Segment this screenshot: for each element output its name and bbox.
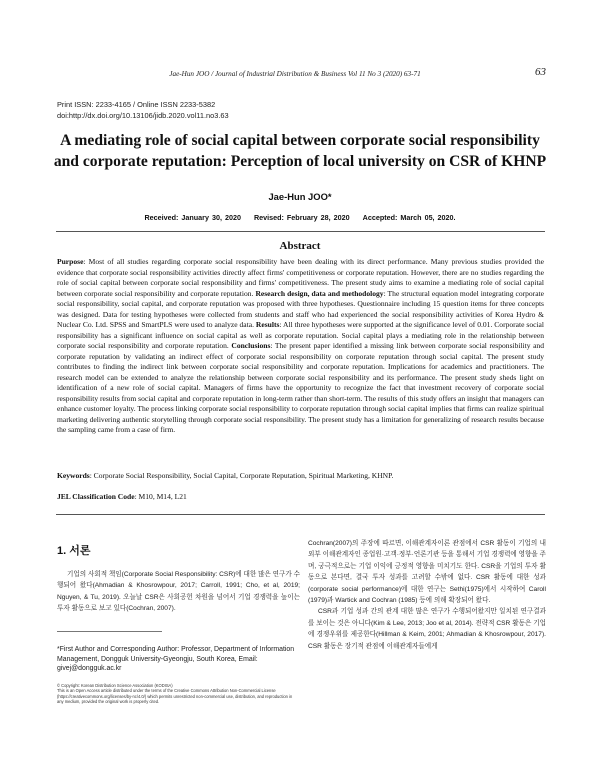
revised-date: Revised: February 28, 2020 — [253, 213, 350, 222]
abstract-design-text: : The structural equation model integrating corporate social responsibility, social capital, and corporate reputation was proposed with three hypotheses. Questionnaire including 15 question items for three concepts was designed. Data for testing hypotheses were collected from students and staff who had experienced the social responsibility activities of Korea Hydro & Nuclear Co. Ltd. SPSS and SmartPLS were used to analyze data. — [57, 288, 544, 329]
running-header: Jae-Hun JOO / Journal of Industrial Distribution & Business Vol 11 No 3 (2020) 63-71 — [169, 70, 421, 78]
keywords — [57, 471, 544, 482]
doi-line: doi:http://dx.doi.org/10.13106/jidb.2020.vol11.no3.63 — [57, 111, 229, 120]
abstract-purpose-label: Purpose — [57, 257, 84, 266]
license-text: This is an Open Access article distributed under the terms of the Creative Commons Attribution Non-Commercial License (https://creativecommons.org/licenses/by-nc/4.0/) which permits unrestricted non-commercial use, distribution, and reproduction in any medium, provided the original work is properly cited. — [57, 688, 293, 704]
footnote-divider — [57, 631, 162, 632]
abstract-design-label: Research design, data and methodology — [255, 288, 384, 298]
left-column — [57, 569, 300, 615]
abstract-purpose-text: : Most of all studies regarding corporate social responsibility have been dealing with its direct performance. Many previous studies provided the evidence that corporate social responsibility activities directly affect firms' competitiveness or corporate reputation. However, there are no studies regarding the role of social capital between corporate social responsibility and firms' competitiveness. The present study aims to examine a mediating role of social capital between corporate social responsibility and corporate reputation. — [57, 257, 544, 298]
abstract-conclusions-text: : The present paper identified a missing link between corporate social responsibility and corporate reputation by validating an indirect effect of corporate social responsibility on corporate reputation through social capital. The present study contributes to finding the indirect link between corporate social responsibility and corporate reputation. Implications for academics and practitioners. The research model can be extended to analyze the relationship between corporate social responsibility and its performance. The present study sheds light on identification of a new role of social capital. Managers of firms have the opportunity to recognize the fact that investment recovery of corporate social responsibility results from social capital and corporate reputation in long-term rather than short-term. The results of this study offers an insight that managers can enhance customer loyalty. The process linking corporate social responsibility to corporate reputation through social capital implies that firms can realize spiritual marketing delivering authentic storytelling through corporate social responsibility. The present study has a limitation for generalizing of research results because the sampling came from a case of firm. — [57, 341, 544, 434]
jel-text: : M10, M14, L21 — [134, 492, 187, 501]
issn-line: Print ISSN: 2233-4165 / Online ISSN 2233-5382 — [57, 100, 216, 109]
keywords-text: : Corporate Social Responsibility, Social Capital, Corporate Reputation, Spiritual Marketing, KHNP. — [89, 471, 394, 480]
keywords-label: Keywords — [57, 471, 90, 480]
copyright-notice — [57, 683, 295, 704]
issn-block — [57, 99, 229, 121]
section-heading: 1. 서론 — [57, 545, 91, 557]
abstract-conclusions-label: Conclusions — [231, 341, 271, 350]
abstract-body — [57, 257, 544, 436]
divider — [56, 514, 545, 515]
author-name: Jae-Hun JOO* — [268, 191, 332, 202]
paper-title: A mediating role of social capital between corporate social responsibility and corporate reputation: Perception of local university on CSR of KHNP — [53, 132, 547, 170]
copyright-line: © Copyright: Korean Distribution Science Association (KODISA) — [57, 683, 173, 688]
page-number: 63 — [535, 66, 546, 78]
author-footnote: *First Author and Corresponding Author: Professor, Department of Information Management, Dongguk University-Gyeongju, South Korea, Email: givej@dongguk.ac.kr — [57, 646, 295, 673]
jel-codes — [57, 492, 544, 503]
paragraph: CSR과 기업 성과 간의 관계 대한 많은 연구가 수행되어왔지만 일치된 연구결과를 보이는 것은 아니다(Kim & Lee, 2013; Joo et al, 2014). 전략적 CSR 활동은 기업에 경쟁우위를 제공한다(Hillman & Keim, 2001; Ahmadian & Khosrowpour, 2017). CSR 활동은 장기적 관점에 이해관계자들에게 — [308, 608, 546, 650]
received-date: Received: January 30, 2020 — [144, 213, 241, 222]
jel-label: JEL Classification Code — [57, 492, 135, 501]
submission-dates — [0, 213, 600, 222]
divider — [56, 231, 545, 232]
abstract-results-text: : All three hypotheses were supported at the significance level of 0.01. Corporate social responsibility has a significant influence on social capital as well as corporate reputation. Social capital plays a mediating role in the relationship between corporate social responsibility and corporate reputation. — [57, 320, 545, 350]
paragraph: Cochran(2007)의 주장에 따르면, 이해관계자이론 관점에서 CSR 활동이 기업의 내외부 이해관계자인 종업원·고객·정부·언론기관 등을 통해서 기업 경쟁력에 영향을 주며, 궁극적으로는 기업 이익에 긍정적 영향을 미치기도 한다. CSR을 기업의 투자 활동으로 본다면, 결국 투자 성과를 고려할 수밖에 없다. CSR 활동에 대한 성과(corporate social performance)에 대한 연구는 Sethi(1975)에서 시작하여 Caroll (1979)과 Wartick and Cochran (1985) 등에 의해 확장되어 왔다. — [308, 540, 546, 605]
abstract-results-label: Results — [255, 320, 280, 329]
paragraph: 기업의 사회적 책임(Corporate Social Responsibility: CSR)에 대한 많은 연구가 수행되어 왔다(Ahmadian & Khosrowpour, 2017; Carroll, 1991; Cho, et al, 2019; Nguyen, & Tu, 2019). 오늘날 CSR은 사회공헌 차원을 넘어서 기업 경쟁력을 높이는 투자 활동으로 보고 있다(Cochran, 2007). — [57, 571, 300, 613]
right-column — [308, 538, 546, 652]
accepted-date: Accepted: March 05, 2020. — [362, 213, 456, 222]
abstract-heading: Abstract — [279, 240, 321, 252]
